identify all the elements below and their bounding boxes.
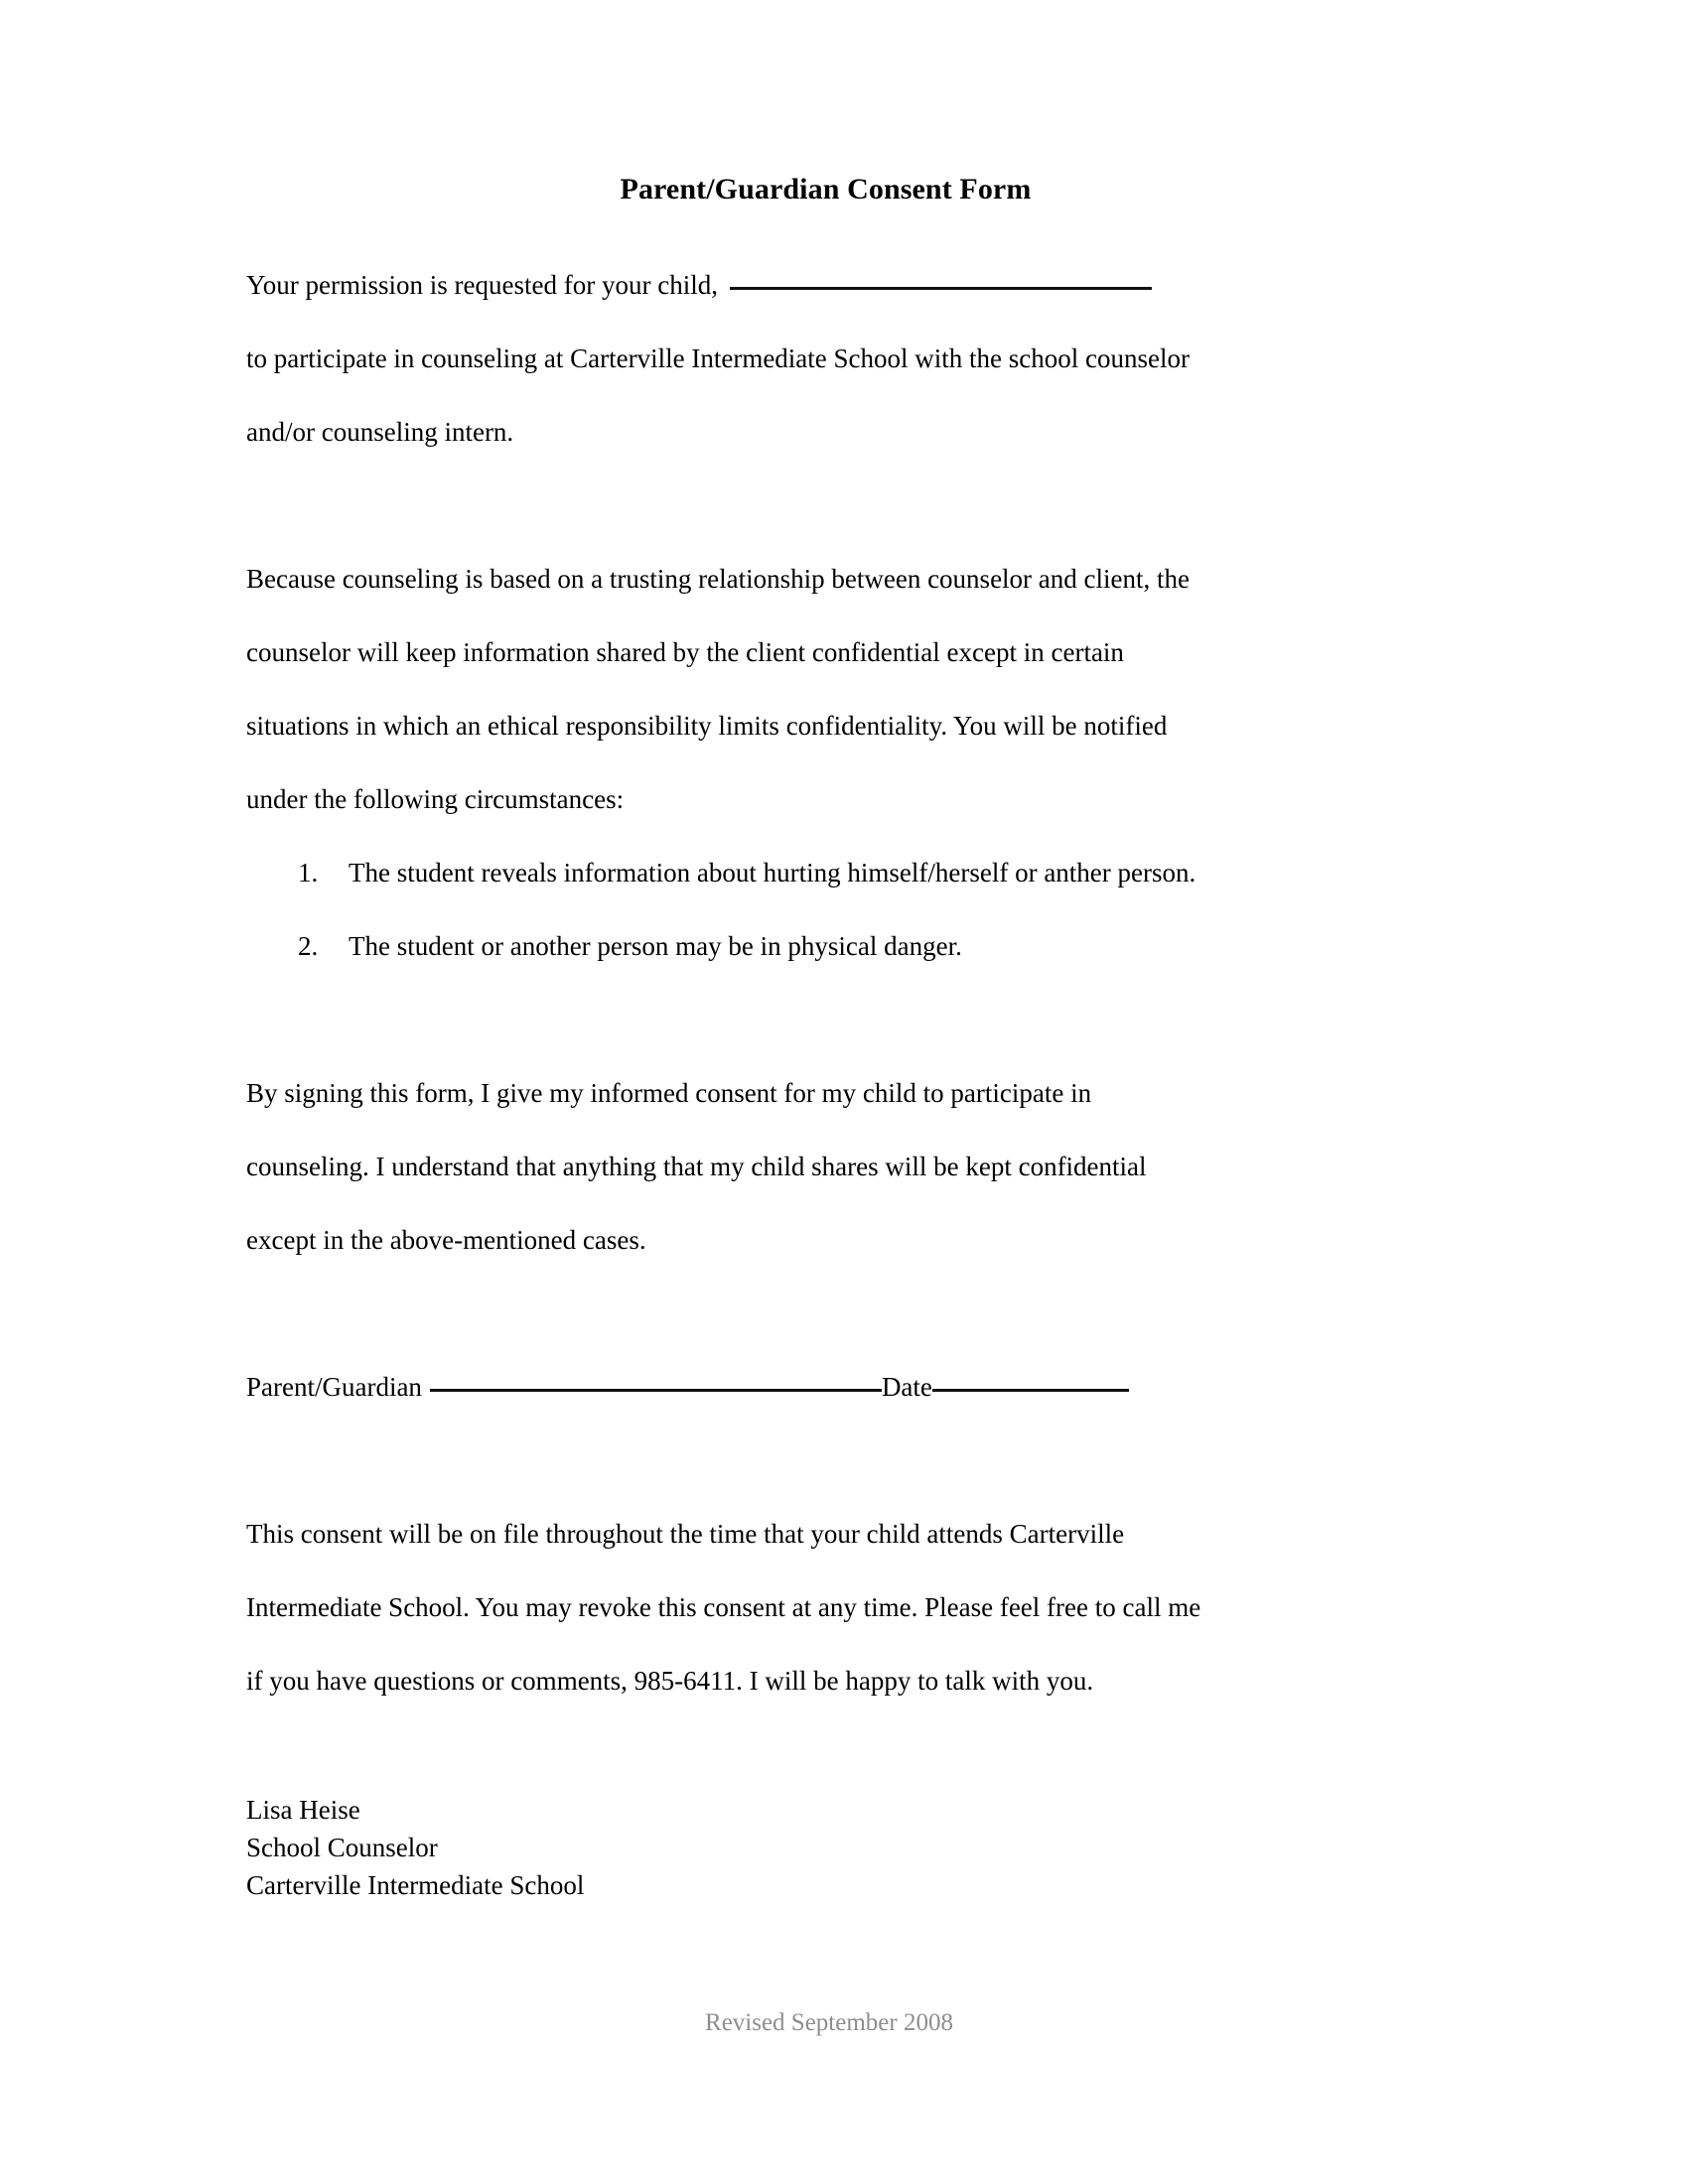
child-name-blank[interactable] xyxy=(730,287,1152,290)
intro-line-1 xyxy=(246,248,1423,322)
parent-guardian-signature-blank[interactable] xyxy=(430,1389,882,1392)
signer-organization: Carterville Intermediate School xyxy=(246,1870,585,1900)
parent-guardian-label: Parent/Guardian xyxy=(246,1372,422,1402)
spacer-after-intro xyxy=(246,469,1423,542)
consent-line-1: By signing this form, I give my informed consent for my child to participate in xyxy=(246,1078,1092,1108)
revocation-line-1: This consent will be on file throughout the time that your child attends Carterville xyxy=(246,1519,1125,1549)
list-item-label: The student reveals information about hurting himself/herself or anther person. xyxy=(349,858,1196,887)
date-label: Date xyxy=(881,1372,932,1402)
signer-name: Lisa Heise xyxy=(246,1795,360,1825)
list-item-number: 2. xyxy=(298,931,319,961)
spacer-after-signature xyxy=(246,1424,1423,1497)
signature-row xyxy=(246,1350,1423,1424)
signer-block xyxy=(246,1791,1423,1904)
consent-line-3: except in the above-mentioned cases. xyxy=(246,1225,646,1255)
list-item-label: The student or another person may be in physical danger. xyxy=(349,931,962,961)
date-blank[interactable] xyxy=(932,1389,1129,1392)
intro-line-1-text: Your permission is requested for your child, xyxy=(246,270,718,300)
spacer-before-signer xyxy=(246,1717,1423,1791)
confidentiality-line-3: situations in which an ethical responsibility limits confidentiality. You will be notified xyxy=(246,711,1168,741)
page-title: Parent/Guardian Consent Form xyxy=(620,173,1032,205)
revocation-line-3: if you have questions or comments, 985-6411. I will be happy to talk with you. xyxy=(246,1666,1094,1696)
confidentiality-line-2: counselor will keep information shared by the client confidential except in certain xyxy=(246,637,1124,667)
confidentiality-line-4: under the following circumstances: xyxy=(246,784,625,814)
signer-role: School Counselor xyxy=(246,1833,438,1862)
consent-line-2: counseling. I understand that anything that my child shares will be kept confidential xyxy=(246,1152,1147,1181)
revocation-line-2: Intermediate School. You may revoke this consent at any time. Please feel free to call me xyxy=(246,1592,1201,1622)
list-item xyxy=(246,909,1423,983)
confidentiality-line-1: Because counseling is based on a trusting relationship between counselor and client, the xyxy=(246,564,1190,594)
intro-line-2: to participate in counseling at Carterville Intermediate School with the school counselor xyxy=(246,343,1190,373)
intro-line-3: and/or counseling intern. xyxy=(246,417,514,447)
revision-footer: Revised September 2008 xyxy=(705,2009,953,2036)
circumstances-list xyxy=(246,836,1423,983)
spacer-after-list xyxy=(246,983,1423,1056)
spacer-before-signature xyxy=(246,1277,1423,1350)
list-item xyxy=(246,836,1423,909)
list-item-number: 1. xyxy=(298,858,319,887)
document-body xyxy=(246,0,1423,1904)
